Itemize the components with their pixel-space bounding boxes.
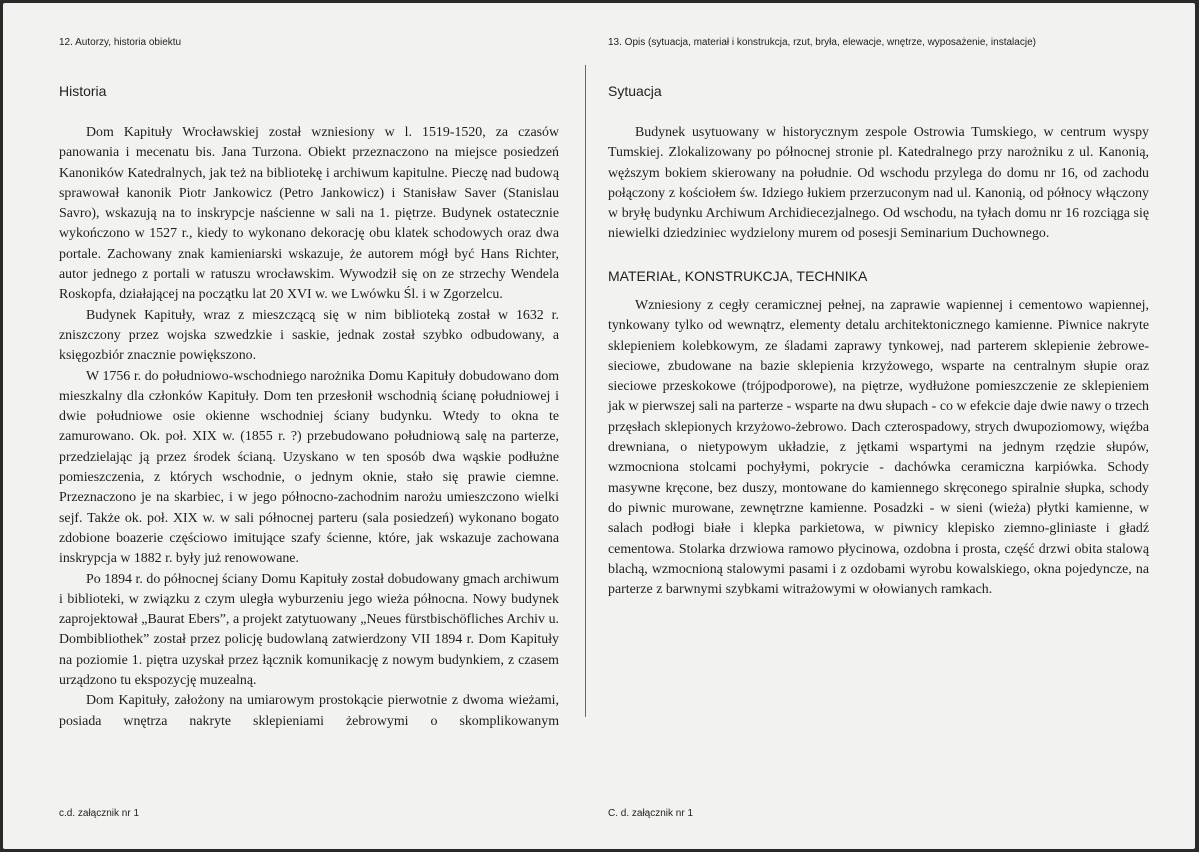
document-sheet <box>3 3 1195 849</box>
paragraph: Dom Kapituły, założony na umiarowym prostokącie pierwotnie z dwoma wieżami, posiada wnętrza nakryte sklepieniami żebrowymi o skomplikowanym <box>59 693 559 729</box>
left-page-footer: c.d. załącznik nr 1 <box>59 808 140 819</box>
right-page <box>608 3 1149 849</box>
left-page <box>59 3 559 849</box>
section-title-material: MATERIAŁ, KONSTRUKCJA, TECHNIKA <box>608 268 868 284</box>
right-page-footer: C. d. załącznik nr 1 <box>608 808 694 819</box>
material-text <box>608 296 1149 600</box>
paragraph: Wzniesiony z cegły ceramicznej pełnej, na zaprawie wapiennej i cementowo wapiennej, tynkowany tylko od wewnątrz, elementy detalu architektonicznego kamienne. Piwnice nakryte sklepieniem kolebkowym, ze śladami zaprawy tynkowej, nad parterem sklepienie żebrowe-sieciowe, zbudowane na bazie sklepienia krzyżowego, wsparte na centralnym słupie oraz sieciowe przeskokowe (trójpodporowe), na piętrze, wydłużone pomieszczenie ze sklepieniem jak w pierwszej sali na parterze - wsparte na dwu słupach - co w efekcie daje dwie nawy o trzech przęsłach sklepionych krzyżowo-żebrowo. Dach czterospadowy, strych dwupoziomowy, więźba drewniana, o nietypowym układzie, z jętkami wspartymi na jednym rzędzie słupów, wzmocniona stolcami pochyłymi, pokrycie - dachówka ceramiczna karpiówka. Schody masywne kręcone, bez duszy, montowane do kamiennego skręconego spiralnie słupka, schody do piwnic murowane, zewnętrzne kamienne. Posadzki - w sieni (wieża) płytki kamienne, w salach podłogi białe i klepka parkietowa, w piwnicy klepisko ziemno-gliniaste i gładź cementowa. Stolarka drzwiowa ramowo płycinowa, ozdobna i prosta, część drzwi obita stalową blachą, wzmocnioną stalowymi pasami i z ozdobami wyrobu kowalskiego, okna pojedyncze, na parterze z barwnymi szybkami witrażowymi w ołowianych ramkach. <box>608 298 1149 598</box>
paragraph: Budynek usytuowany w historycznym zespole Ostrowia Tumskiego, w centrum wyspy Tumskiej. Zlokalizowany po północnej stronie pl. Katedralnego przy narożniku z ul. Kanonią, węższym bokiem skierowany na południe. Od wschodu przylega do domu nr 16, od zachodu połączony z kościołem św. Idziego łukiem przerzuconym nad ul. Kanonią, od północy włączony w bryłę budynku Archiwum Archidiecezjalnego. Od wschodu, na tyłach domu nr 16 rozciąga się niewielki dziedziniec wydzielony murem od posesji Seminarium Duchownego. <box>608 125 1149 242</box>
historia-text <box>59 123 559 732</box>
section-title-historia: Historia <box>59 83 107 99</box>
sytuacja-text <box>608 123 1149 245</box>
section-title-sytuacja: Sytuacja <box>608 83 662 99</box>
right-page-header: 13. Opis (sytuacja, materiał i konstrukcja, rzut, bryła, elewacje, wnętrze, wyposażenie, instalacje) <box>608 37 1036 48</box>
column-divider <box>585 65 586 717</box>
left-page-header: 12. Autorzy, historia obiektu <box>59 37 182 48</box>
paragraph: Dom Kapituły Wrocławskiej został wzniesiony w l. 1519-1520, za czasów panowania i mecenatu bis. Jana Turzona. Obiekt przeznaczono na miejsce posiedzeń Kanoników Katedralnych, jak też na bibliotekę i archiwum kapitulne. Pieczę nad budową sprawował kanonik Piotr Jankowicz (Petro Jankowicz) i Stanisław Saver (Stanislau Savro), wskazują na to inskrypcje naścienne w sali na 1. piętrze. Budynek ostatecznie wykończono w 1527 r., kiedy to wykonano dekorację obu klatek schodowych oraz dwa portale. Zachowany znak kamieniarski wskazuje, że autorem mógł być Hans Richter, autor jednego z portali w ratuszu wrocławskim. Wywodził się on ze strzechy Wendela Roskopfa, działającej na początku lat 20 XVI w. we Lwówku Śl. i w Zgorzelcu. <box>59 125 559 303</box>
paragraph: Budynek Kapituły, wraz z mieszczącą się w nim biblioteką został w 1632 r. zniszczony przez wojska szwedzkie i saskie, jednak został szybko odbudowany, a księgozbiór znacznie powiększono. <box>59 307 559 364</box>
paragraph: Po 1894 r. do północnej ściany Domu Kapituły został dobudowany gmach archiwum i biblioteki, w związku z czym uległa wyburzeniu jego wieża północna. Nowy budynek zaprojektował „Baurat Ebers”, a projekt zatytuowany „Neues fürstbischöfliches Archiv u. Dombibliothek” został przez policję budowlaną zatwierdzony VII 1894 r. Dom Kapituły na poziomie 1. piętra uzyskał przez łącznik komunikację z nowym budynkiem, z czasem urządzono tu ekspozycję muzealną. <box>59 571 559 689</box>
paragraph: W 1756 r. do południowo-wschodniego narożnika Domu Kapituły dobudowano dom mieszkalny dla członków Kapituły. Dom ten przesłonił wschodnią ścianę południowej i dwie południowe osie okienne wschodniej ściany budynku. Wtedy to okna te zamurowano. Ok. poł. XIX w. (1855 r. ?) przebudowano południową salę na parterze, przedzielając ją przez środek ścianą. Uzyskano w ten sposób dwa wąskie podłużne pomieszczenia, z których wschodnie, o jednym oknie, stało się prawie ciemne. Przeznaczono je na skarbiec, i w jego północno-zachodnim narożu umieszczono wielki sejf. Także ok. poł. XIX w. w sali północnej parteru (sala posiedzeń) wykonano bogato zdobione boazerie częściowo imitujące szafy ścienne, które, jak wskazuje zachowana inskrypcja w 1882 r. były już renowowane. <box>59 368 559 567</box>
